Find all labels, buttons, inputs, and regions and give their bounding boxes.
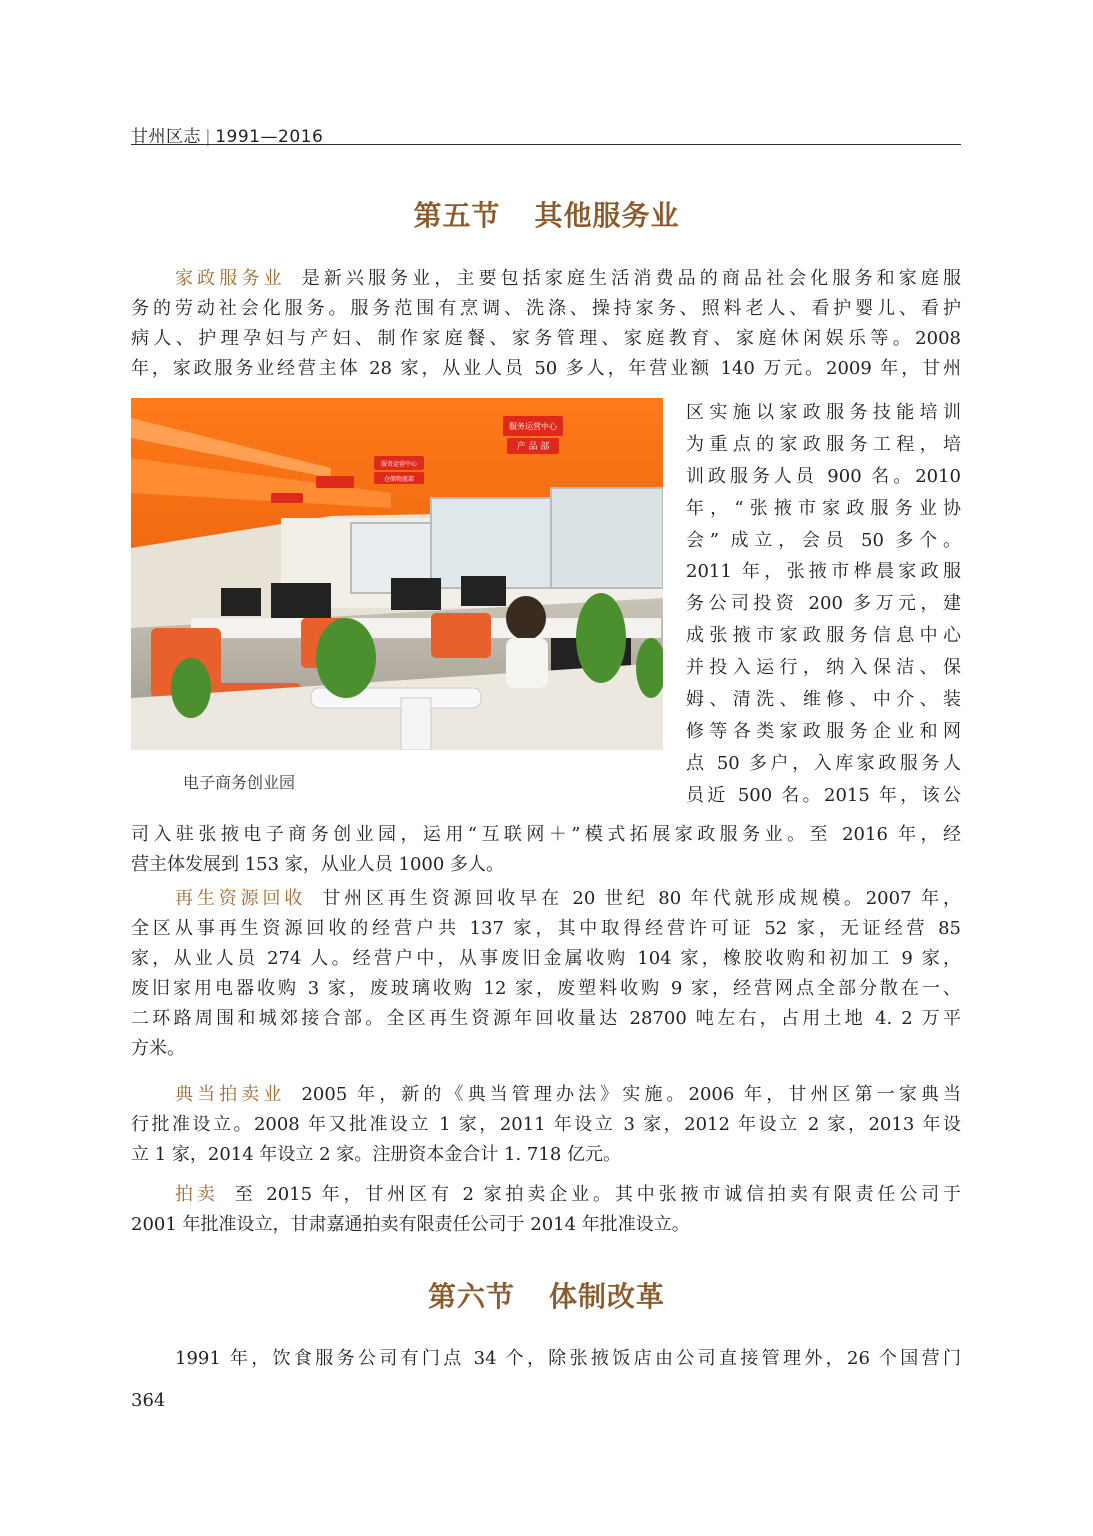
paragraph-keyword: 拍卖: [175, 1184, 219, 1205]
text-line: 家政服务业 是新兴服务业，主要包括家庭生活消费品的商品社会化服务和家庭服: [175, 268, 961, 289]
photo-illustration: [131, 398, 663, 750]
text-line: 训政服务人员 900 名。2010: [686, 465, 961, 487]
sign-label-4: 仓储物流部: [383, 476, 415, 483]
paragraph-domestic-services-bottom: [131, 820, 961, 880]
text-line: 方米。: [131, 1038, 185, 1059]
paragraph-keyword: 典当拍卖业: [175, 1084, 286, 1105]
text-line: 二环路周围和城郊接合部。全区再生资源年回收量达 28700 吨左右，占用土地 4. 2 万平: [131, 1008, 961, 1029]
text-line: 立 1 家，2014 年设立 2 家。注册资本金合计 1. 718 亿元。: [131, 1144, 622, 1165]
text-line: 点 50 多户，入库家政服务人: [686, 752, 961, 774]
text-line: 全区从事再生资源回收的经营户共 137 家，其中取得经营许可证 52 家，无证经营 85: [131, 918, 961, 939]
photo-caption: 电子商务创业园: [183, 773, 296, 792]
header-rule: [131, 144, 961, 145]
text-line: 员近 500 名。2015 年，该公: [686, 784, 961, 806]
section-5-title: [0, 194, 1093, 234]
text-line: 拍卖 至 2015 年，甘州区有 2 家拍卖企业。其中张掖市诚信拍卖有限责任公司于: [175, 1184, 961, 1205]
text-line: 1991 年，饮食服务公司有门点 34 个，除张掖饭店由公司直接管理外，26 个国营门: [175, 1348, 961, 1369]
text-line: 并投入运行，纳入保洁、保: [686, 657, 961, 679]
text-line: 区实施以家政服务技能培训: [686, 402, 961, 423]
text-line: 典当拍卖业 2005 年，新的《典当管理办法》实施。2006 年，甘州区第一家典当: [175, 1084, 961, 1105]
text-line: 年，家政服务业经营主体 28 家，从业人员 50 多人，年营业额 140 万元。2009 年，甘州: [131, 358, 961, 379]
text-line: 2001 年批准设立，甘肃嘉通拍卖有限责任公司于 2014 年批准设立。: [131, 1214, 690, 1235]
text-line: 务公司投资 200 多万元，建: [686, 593, 961, 615]
text-line: 2011 年，张掖市桦晨家政服: [686, 561, 961, 583]
paragraph-recycling: [131, 884, 961, 1064]
sign-label-2: 产 品 部: [516, 442, 550, 452]
page-number: 364: [131, 1390, 166, 1411]
section-6-title: [0, 1275, 1093, 1315]
text-line: 会” 成立，会员 50 多个。: [686, 529, 961, 551]
section-6-number: 第六节: [427, 1280, 515, 1313]
section-5-number: 第五节: [413, 199, 501, 232]
text-line: 家，从业人员 274 人。经营户中，从事废旧金属收购 104 家，橡胶收购和初加工 9 家，: [131, 948, 961, 969]
sign-label-3: 服务运营中心: [380, 461, 418, 468]
text-line: 病人、护理孕妇与产妇、制作家庭餐、家务管理、家庭教育、家庭休闲娱乐等。2008: [131, 328, 961, 349]
office-photo: [131, 398, 663, 750]
text-line: 年，“张掖市家政服务业协: [686, 497, 961, 519]
paragraph-auction: [131, 1180, 961, 1240]
text-line: 司入驻张掖电子商务创业园，运用“互联网＋”模式拓展家政服务业。至 2016 年，经: [131, 824, 961, 845]
text-line: 再生资源回收 甘州区再生资源回收早在 20 世纪 80 年代就形成规模。2007 年，: [175, 888, 961, 909]
section-6-heading: 体制改革: [549, 1280, 666, 1313]
header-book-title: 甘州区志: [131, 127, 201, 147]
header-separator: |: [205, 127, 212, 147]
paragraph-domestic-services-side: [686, 397, 961, 812]
paragraph-system-reform: [131, 1344, 961, 1374]
text-line: 为重点的家政服务工程，培: [686, 433, 961, 455]
text-line: 务的劳动社会化服务。服务范围有烹调、洗涤、操持家务、照料老人、看护婴儿、看护: [131, 298, 961, 319]
sign-label-1: 服务运营中心: [509, 422, 557, 431]
text-line: 姆、清洗、维修、中介、装: [686, 689, 961, 711]
header-years: 1991—2016: [215, 127, 324, 147]
text-line: 修等各类家政服务企业和网: [686, 720, 961, 742]
paragraph-keyword: 再生资源回收: [175, 888, 307, 909]
paragraph-pawn-auction: [131, 1080, 961, 1170]
paragraph-keyword: 家政服务业: [175, 268, 286, 289]
text-line: 营主体发展到 153 家，从业人员 1000 多人。: [131, 854, 505, 875]
text-line: 废旧家用电器收购 3 家，废玻璃收购 12 家，废塑料收购 9 家，经营网点全部分散在一、: [131, 978, 961, 999]
text-line: 成张掖市家政服务信息中心: [686, 625, 961, 647]
paragraph-domestic-services-top: [131, 264, 961, 384]
section-5-heading: 其他服务业: [534, 199, 680, 232]
text-line: 行批准设立。2008 年又批准设立 1 家，2011 年设立 3 家，2012 年设立 2 家，2013 年设: [131, 1114, 961, 1135]
